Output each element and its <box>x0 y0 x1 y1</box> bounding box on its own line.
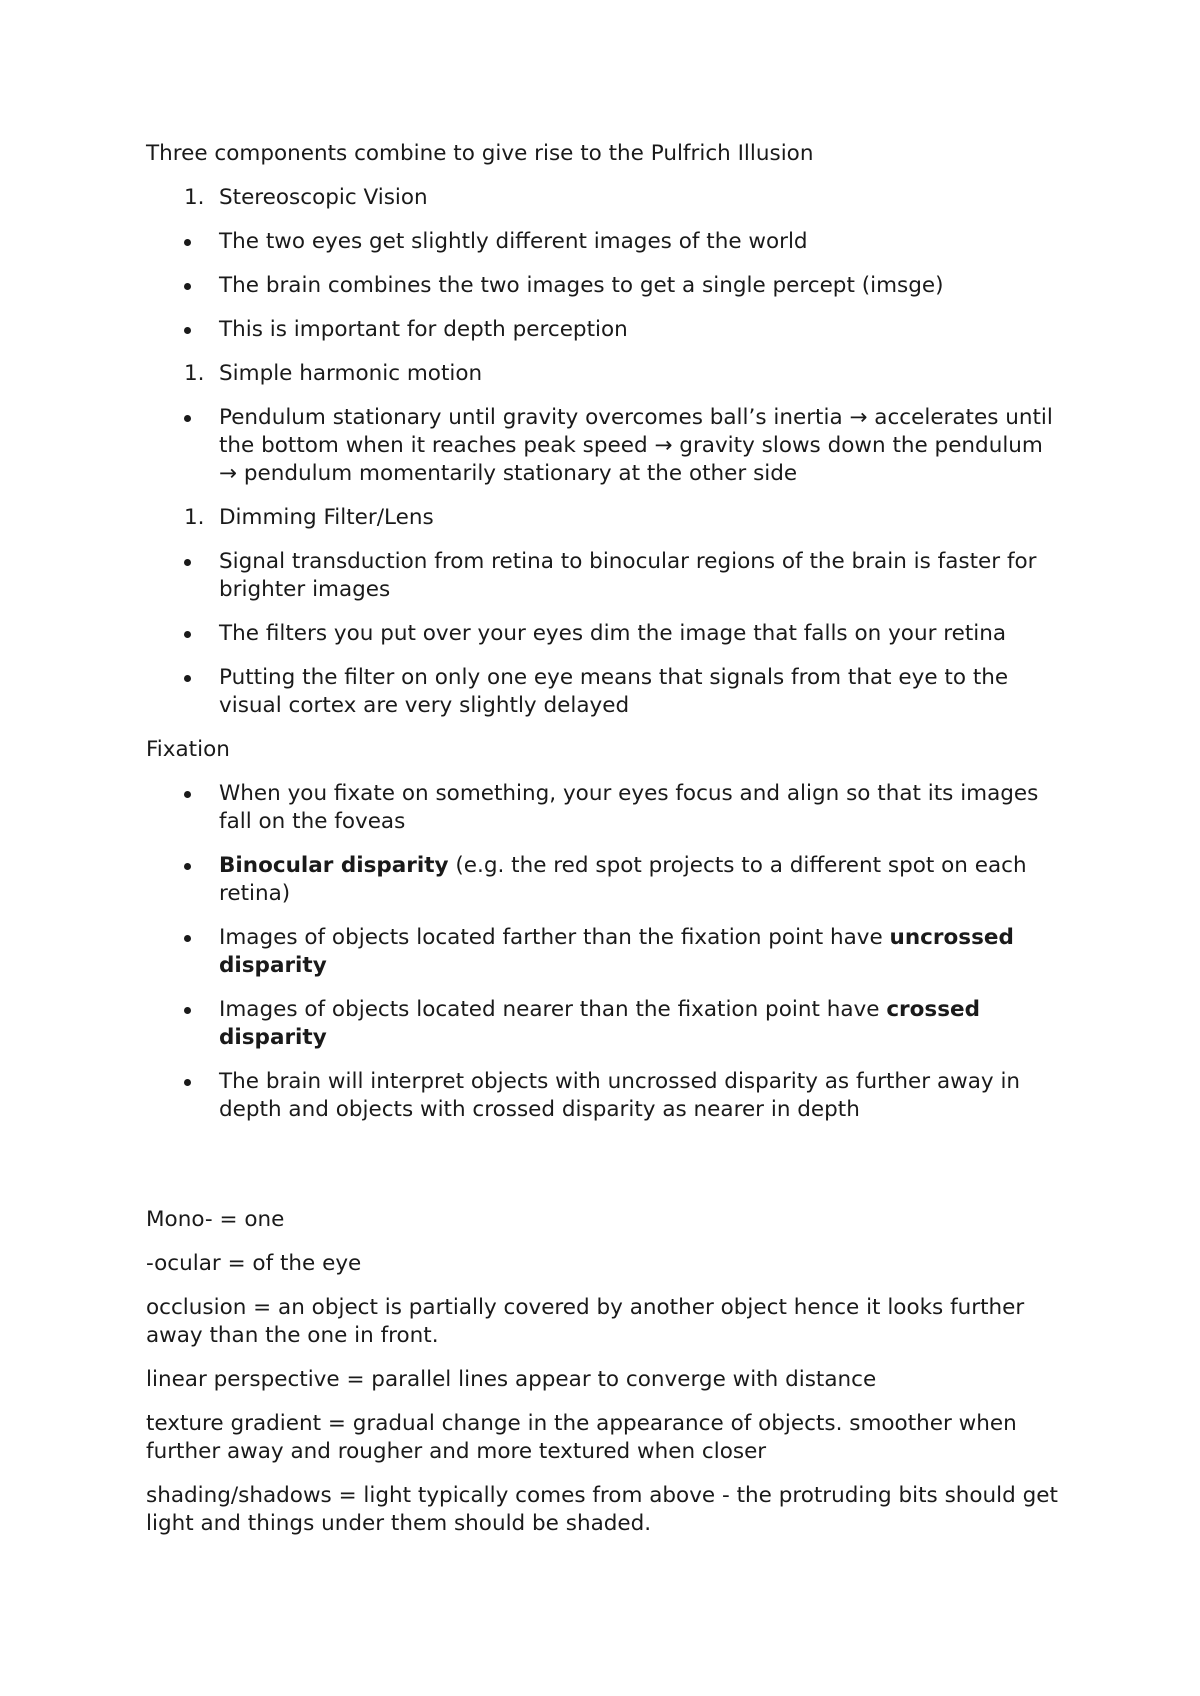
bullet-icon <box>184 327 191 334</box>
bullet-item <box>146 996 1066 1052</box>
bullet-item <box>146 664 1066 720</box>
bullet-icon <box>184 631 191 638</box>
bullet-icon <box>184 239 191 246</box>
bullet-icon <box>184 559 191 566</box>
bullet-icon <box>184 1007 191 1014</box>
bullet-text: This is important for depth perception <box>219 317 628 342</box>
bullet-text: Signal transduction from retina to binocular regions of the brain is faster for brighter images <box>219 549 1037 602</box>
bullet-item <box>146 852 1066 908</box>
fixation-heading: Fixation <box>146 737 230 762</box>
bullet-item <box>146 1068 1066 1124</box>
bullet-icon <box>184 675 191 682</box>
bullet-item <box>146 316 1066 344</box>
glossary-entry: Mono- = one <box>146 1207 285 1232</box>
bullet-item <box>146 620 1066 648</box>
bold-term: crossed disparity <box>219 997 980 1050</box>
list-number: 1. <box>184 361 205 386</box>
numbered-item-label: Stereoscopic Vision <box>219 185 428 210</box>
bold-term: Binocular disparity <box>219 853 449 878</box>
bullet-icon <box>184 935 191 942</box>
bullet-icon <box>184 863 191 870</box>
bullet-item <box>146 548 1066 604</box>
bullet-text: The two eyes get slightly different images of the world <box>219 229 808 254</box>
bullet-text: Images of objects located farther than the fixation point have <box>219 925 890 950</box>
list-number: 1. <box>184 505 205 530</box>
glossary-entry: -ocular = of the eye <box>146 1251 362 1276</box>
bullet-icon <box>184 791 191 798</box>
glossary-entry: occlusion = an object is partially covered by another object hence it looks further away than the one in front. <box>146 1295 1025 1348</box>
bold-term: uncrossed disparity <box>219 925 1014 978</box>
bullet-item <box>146 272 1066 300</box>
bullet-text: The filters you put over your eyes dim the image that falls on your retina <box>219 621 1007 646</box>
bullet-icon <box>184 1079 191 1086</box>
numbered-item-stereoscopic-vision <box>146 184 1066 212</box>
bullet-text: Pendulum stationary until gravity overcomes ball’s inertia → accelerates until the bottom when it reaches peak speed → gravity slows down the pendulum → pendulum momentarily stationary at the other side <box>219 405 1053 486</box>
bullet-icon <box>184 415 191 422</box>
bullet-text: The brain combines the two images to get a single percept (imsge) <box>219 273 944 298</box>
bullet-item <box>146 404 1066 488</box>
bullet-text: When you fixate on something, your eyes focus and align so that its images fall on the foveas <box>219 781 1039 834</box>
numbered-item-dimming-filter <box>146 504 1066 532</box>
bullet-text: The brain will interpret objects with uncrossed disparity as further away in depth and objects with crossed disparity as nearer in depth <box>219 1069 1021 1122</box>
glossary-entry: texture gradient = gradual change in the appearance of objects. smoother when further away and rougher and more textured when closer <box>146 1411 1017 1464</box>
bullet-text: (e.g. the red spot projects to a different spot on each retina) <box>219 853 1027 906</box>
intro-paragraph: Three components combine to give rise to the Pulfrich Illusion <box>146 141 814 166</box>
bullet-text: Putting the filter on only one eye means that signals from that eye to the visual cortex are very slightly delayed <box>219 665 1009 718</box>
glossary-entry: shading/shadows = light typically comes from above - the protruding bits should get light and things under them should be shaded. <box>146 1483 1058 1536</box>
blank-space <box>146 1140 1066 1206</box>
bullet-icon <box>184 283 191 290</box>
bullet-item <box>146 924 1066 980</box>
numbered-item-label: Dimming Filter/Lens <box>219 505 434 530</box>
glossary-entry: linear perspective = parallel lines appear to converge with distance <box>146 1367 877 1392</box>
document-page <box>146 140 1066 1554</box>
list-number: 1. <box>184 185 205 210</box>
numbered-item-simple-harmonic-motion <box>146 360 1066 388</box>
bullet-item <box>146 780 1066 836</box>
bullet-text: Images of objects located nearer than the fixation point have <box>219 997 887 1022</box>
numbered-item-label: Simple harmonic motion <box>219 361 483 386</box>
bullet-item <box>146 228 1066 256</box>
